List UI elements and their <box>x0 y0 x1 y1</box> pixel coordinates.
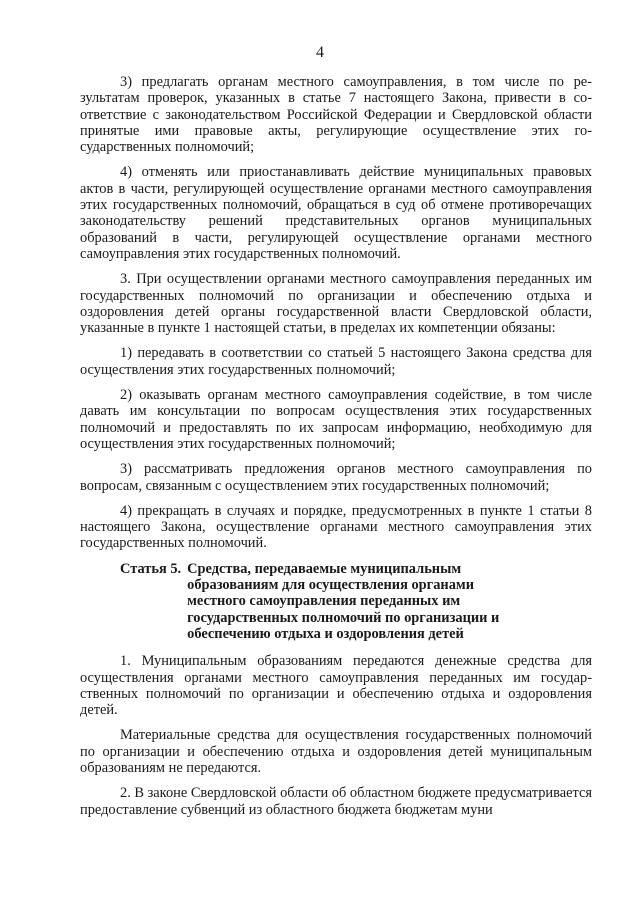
page-body <box>80 74 592 827</box>
paragraph-material-means: Материальные средства для осуществления государственных полномочий по организации и обеспечению отдыха и оздоровления детей муниципальным образованиям не передаются. <box>80 727 592 776</box>
paragraph-duty-4: 4) прекращать в случаях и порядке, предусмотренных в пункте 1 статьи 8 настоящего Закона, осуществление органами местного самоуправления этих государственных полномочий. <box>80 502 592 552</box>
paragraph-duty-3: 3) рассматривать предложения органов местного самоуправления по вопросам, связанным с осуществлением этих государственных полномочий; <box>80 461 592 494</box>
paragraph-article5-item-1: 1. Муниципальным образованиям передаются денежные средства для осуществления органами местного самоуправления переданных им государственных полномочий по организации и обеспечению отдыха и оздоровления детей. <box>80 653 592 719</box>
paragraph-clause-3: 3) предлагать органам местного самоуправления, в том числе по результатам проверок, указанных в статье 7 настоящего Закона, привести в соответствие с законодательством Российской Федерации и Свердловской области принятые ими правовые акты, регулирующие осуществление этих государственных полномочий; <box>80 74 592 156</box>
paragraph-article5-item-2: 2. В законе Свердловской области об областном бюджете предусматривается предоставление субвенций из областного бюджета бюджетам муни <box>80 785 592 818</box>
article-title: Средства, передаваемые муниципальным образованиям для осуществления органами местного самоуправления переданных им государственных полномочий по организации и обеспечению отдыха и оздоровления детей <box>187 560 500 642</box>
paragraph-duty-1: 1) передавать в соответствии со статьей 5 настоящего Закона средства для осуществления этих государственных полномочий; <box>80 345 592 378</box>
article-number: Статья 5. <box>120 560 182 577</box>
paragraph-clause-4: 4) отменять или приостанавливать действие муниципальных правовых актов в части, регулирующей осуществление органами местного самоуправления этих государственных полномочий, обращаться в суд об отмене противоречащих законодательству решений представительных органов муниципальных образований в части, регулирующей осуществление органами местного самоуправления этих государственных полномочий. <box>80 164 592 262</box>
paragraph-item-3: 3. При осуществлении органами местного самоуправления переданных им государственных полномочий по организации и обеспечению отдыха и оздоровления детей органы государственной власти Свердловской области, указанные в пункте 1 настоящей статьи, в пределах их компетенции обязаны: <box>80 271 592 337</box>
paragraph-duty-2: 2) оказывать органам местного самоуправления содействие, в том числе давать им консультации по вопросам осуществления этих государственных полномочий и предоставлять по их запросам информацию, необходимую для осуществления этих государственных полномочий; <box>80 387 592 452</box>
article-heading <box>80 561 592 642</box>
page-number: 4 <box>316 44 324 61</box>
